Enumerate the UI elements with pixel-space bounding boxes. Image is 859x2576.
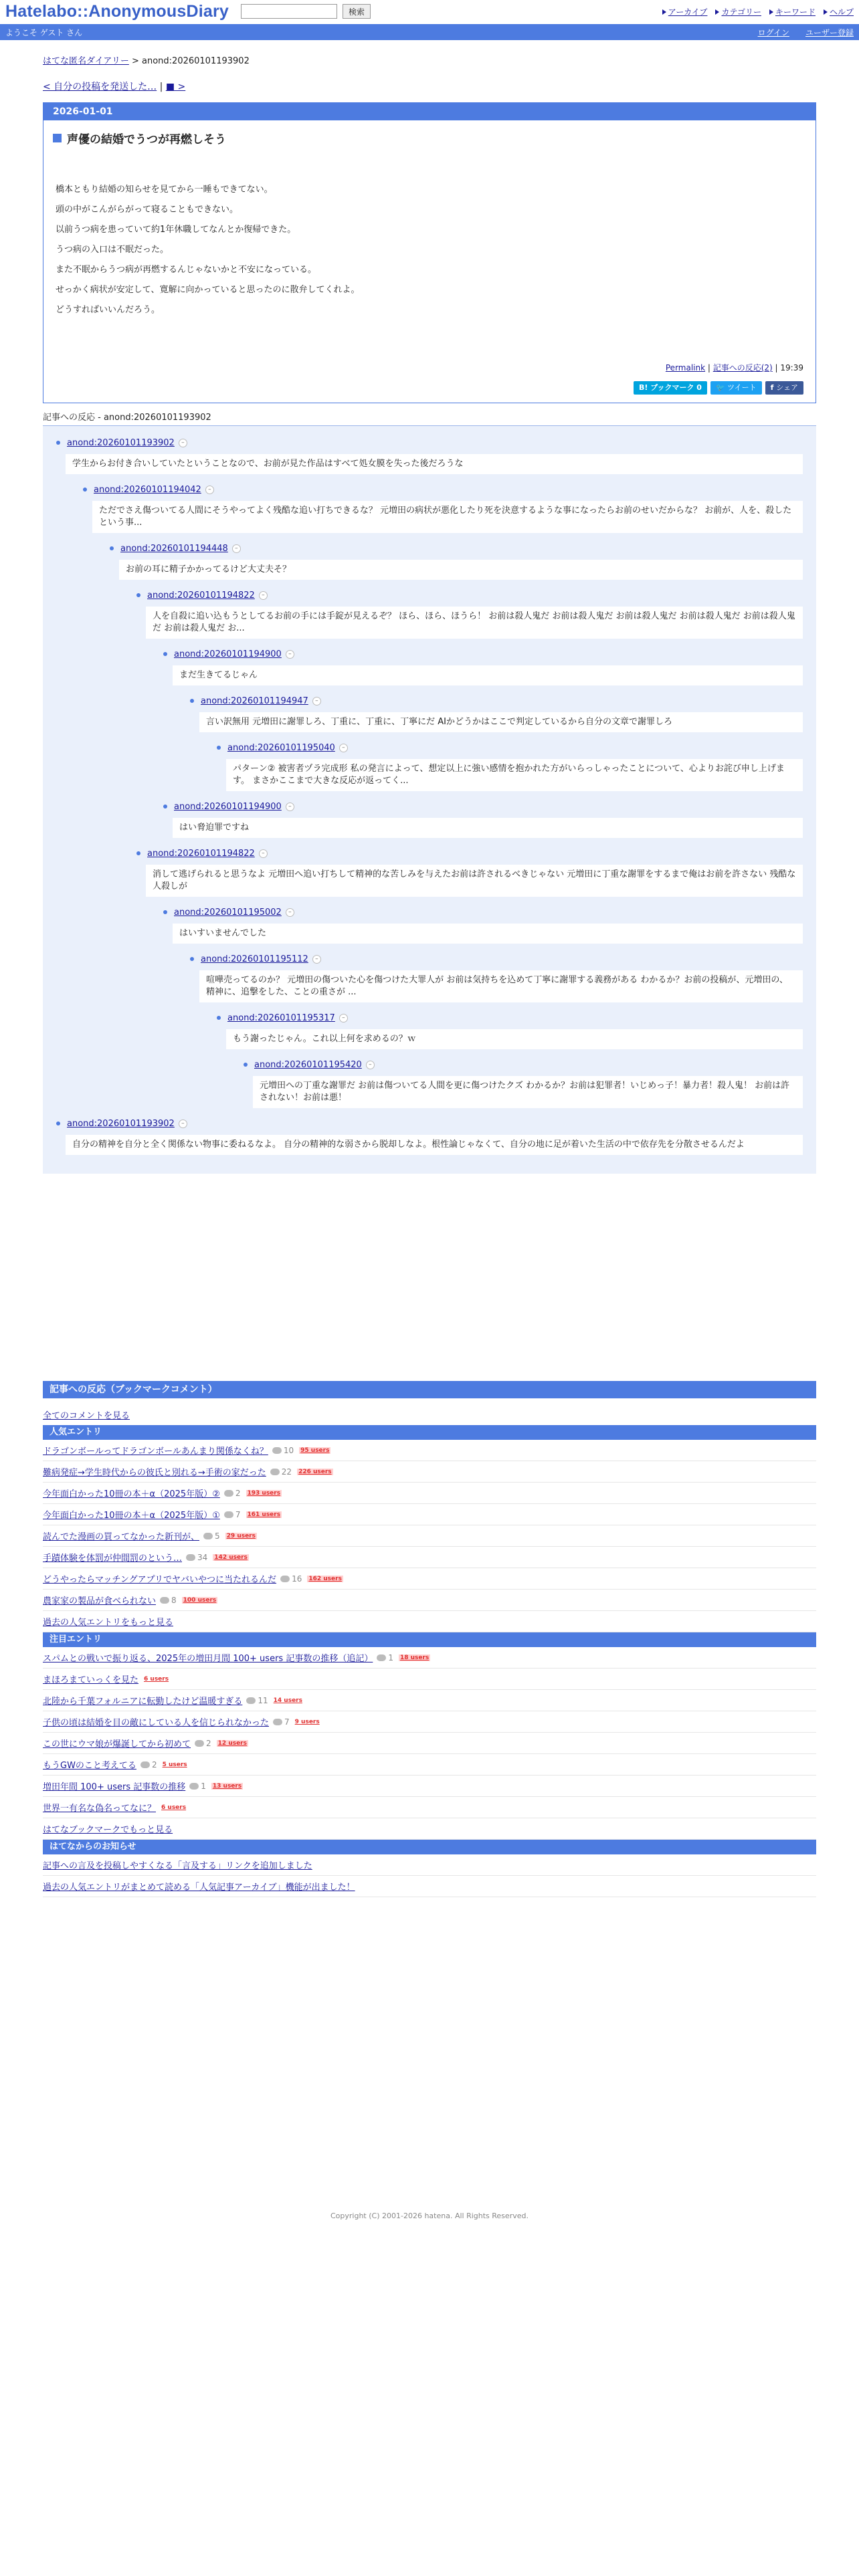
bullet-icon: [56, 441, 60, 445]
entry-line: 以前うつ病を患っていて約1年休職してなんとか復帰できた。: [56, 225, 296, 235]
nav-category[interactable]: [715, 6, 761, 17]
comment-count: [160, 1596, 177, 1605]
entry-time: 19:39: [780, 363, 803, 372]
bullet-icon: [136, 593, 140, 597]
reaction-node: [217, 742, 803, 791]
comment-bubble-icon: [272, 1447, 282, 1454]
next-entry-link[interactable]: ■ >: [165, 82, 186, 92]
site-logo[interactable]: Hatelabo::AnonymousDiary: [5, 1, 229, 21]
users-badge[interactable]: 13 users: [212, 1782, 242, 1790]
reaction-node: [136, 589, 803, 639]
entry-row: [43, 1440, 816, 1461]
comment-count-value: 5: [215, 1531, 220, 1541]
prev-entry-link[interactable]: < 自分の投稿を発送した…: [43, 82, 157, 92]
nav-archive-link[interactable]: アーカイブ: [668, 7, 708, 17]
bullet-icon: [190, 957, 194, 961]
reaction-link[interactable]: anond:20260101193902: [67, 1118, 175, 1129]
collapse-toggle-icon[interactable]: –: [286, 802, 294, 811]
entry-row: [43, 1568, 816, 1590]
entry-link[interactable]: 農家家の製品が食べられない: [43, 1596, 157, 1606]
breadcrumb-current: anond:20260101193902: [142, 56, 250, 66]
share-buttons: [43, 373, 816, 403]
bullet-icon: [56, 1121, 60, 1125]
users-badge[interactable]: 18 users: [399, 1654, 430, 1661]
comment-count-value: 11: [258, 1695, 268, 1705]
all-comments-row: [43, 1404, 816, 1425]
bullet-icon: [244, 1063, 248, 1067]
bullet-icon: [136, 851, 140, 855]
tweet-label: ツイート: [727, 383, 757, 392]
reaction-header: [244, 1059, 803, 1071]
reaction-header: [163, 800, 803, 813]
collapse-toggle-icon[interactable]: –: [205, 486, 214, 494]
comment-count-value: 34: [197, 1552, 208, 1562]
comment-bubble-icon: [377, 1654, 386, 1661]
entry-row: [43, 1776, 816, 1797]
reaction-link[interactable]: anond:20260101194947: [201, 695, 308, 706]
entry-link[interactable]: 増田年間 100+ users 記事数の推移: [43, 1782, 186, 1792]
reaction-node: [163, 906, 803, 944]
users-badge[interactable]: 5 users: [162, 1761, 187, 1768]
news-link[interactable]: 過去の人気エントリがまとめて読める「人気記事アーカイブ」機能が出ました！: [43, 1883, 355, 1893]
reaction-link[interactable]: anond:20260101194900: [174, 649, 282, 659]
entry-line: どうすればいいんだろう。: [56, 305, 161, 315]
attention-title: 注目エントリ: [43, 1632, 816, 1647]
entry-meta: Permalink | 記事への反応(2) | 19:39: [665, 363, 803, 372]
entry-link[interactable]: 今年面白かった10冊の本＋α（2025年版）②: [43, 1489, 220, 1499]
entry-row: [43, 1711, 816, 1733]
bullet-icon: [217, 1016, 221, 1020]
reaction-node: [56, 437, 803, 474]
reaction-body: 消して逃げられると思うなよ 元増田へ追い打ちして精神的な苦しみを与えたお前は許されるべきじゃない 元増田に丁重な謝罪をするまで俺はお前を許さない 残酷な人殺しが: [146, 865, 803, 897]
reaction-body: お前の耳に精子かかってるけど大丈夫そ？: [119, 560, 803, 580]
collapse-toggle-icon[interactable]: –: [286, 908, 294, 917]
main-content: [43, 53, 816, 1897]
reaction-node: [244, 1059, 803, 1108]
entry-line: うつ病の入口は不眠だった。: [56, 245, 169, 255]
bullet-icon: [163, 910, 167, 914]
comment-bubble-icon: [195, 1740, 204, 1747]
comment-bubble-icon: [140, 1761, 150, 1768]
reaction-node: [83, 484, 803, 533]
collapse-toggle-icon[interactable]: –: [366, 1061, 375, 1069]
top-header: [0, 0, 859, 23]
users-badge[interactable]: 226 users: [298, 1468, 332, 1475]
top-links: [662, 6, 854, 17]
reaction-node: [110, 542, 803, 580]
users-badge[interactable]: 6 users: [144, 1675, 169, 1683]
bookmark-section: [43, 1381, 816, 1897]
popular-title: 人気エントリ: [43, 1425, 816, 1440]
reaction-body: 学生からお付き合いしていたということなので、お前が見た作品はすべて処女膜を失った後だろうな: [66, 454, 803, 474]
users-badge[interactable]: 29 users: [226, 1532, 256, 1539]
entry-row: [43, 1797, 816, 1818]
users-badge[interactable]: 161 users: [247, 1511, 281, 1518]
entry-link[interactable]: もうGWのこと考えてる: [43, 1761, 136, 1771]
users-badge[interactable]: 162 users: [308, 1575, 342, 1582]
entry-row: [43, 1590, 816, 1611]
nav-help-link[interactable]: ヘルプ: [829, 7, 854, 17]
nav-help[interactable]: [824, 6, 854, 17]
entry-link[interactable]: ドラゴンボールってドラゴンボールあんまり関係なくね？: [43, 1446, 268, 1457]
entry-title-text: 声優の結婚でうつが再燃しそう: [67, 133, 226, 146]
collapse-toggle-icon[interactable]: –: [312, 697, 321, 706]
reaction-body: はいすいませんでした: [173, 924, 803, 944]
comment-bubble-icon: [280, 1576, 290, 1582]
collapse-toggle-icon[interactable]: –: [312, 955, 321, 964]
reaction-body: ただでさえ傷ついてる人間にそうやってよく残酷な追い打ちできるな？ 元増田の病状が悪化したり死を決意するような事になったらお前のせいだからな？ お前が、人を、殺したという事...: [92, 501, 803, 533]
entry-row: [43, 1547, 816, 1568]
share-label: シェア: [776, 383, 798, 392]
comment-count-value: 2: [151, 1759, 157, 1769]
reaction-node: [190, 695, 803, 732]
collapse-toggle-icon[interactable]: –: [179, 439, 187, 447]
reaction-link[interactable]: anond:20260101194822: [147, 848, 255, 859]
collapse-toggle-icon[interactable]: –: [179, 1119, 187, 1128]
reaction-header: [56, 437, 803, 449]
users-badge[interactable]: 9 users: [294, 1718, 320, 1725]
entry-link[interactable]: 世界一有名な偽名ってなに？: [43, 1804, 157, 1814]
comment-count: [189, 1782, 206, 1791]
entry-link[interactable]: 手蹟体験を体罰が仲間罰のという…: [43, 1553, 183, 1564]
reaction-link[interactable]: anond:20260101195112: [201, 954, 308, 964]
reactions-link[interactable]: 記事への反応(2): [712, 363, 773, 372]
users-badge[interactable]: 142 users: [214, 1553, 248, 1561]
comment-count-value: 1: [201, 1781, 206, 1791]
comment-count: [377, 1653, 393, 1662]
collapse-toggle-icon[interactable]: –: [232, 544, 241, 553]
reaction-body: パターン② 被害者ヅラ完成形 私の発言によって、想定以上に強い感情を抱かれた方がいらっしゃったことについて、心よりお詫び申し上げます。 まさかここまで大きな反応が返ってく...: [226, 759, 803, 791]
news-item: [43, 1876, 816, 1897]
entry-row: [43, 1461, 816, 1483]
comment-bubble-icon: [273, 1719, 282, 1725]
comment-count-value: 7: [235, 1509, 241, 1519]
triangle-icon: [715, 9, 719, 15]
tweet-button[interactable]: [710, 381, 762, 395]
entry-link[interactable]: 北陸から千葉フォルニアに転勤したけど温暖すぎる: [43, 1697, 243, 1707]
users-badge[interactable]: 100 users: [183, 1596, 217, 1604]
entry-row: [43, 1733, 816, 1754]
reaction-header: [110, 542, 803, 554]
reaction-link[interactable]: anond:20260101195317: [227, 1012, 335, 1023]
entry-line: 橋本ともり結婚の知らせを見てから一睡もできてない。: [56, 185, 273, 195]
nav-category-link[interactable]: カテゴリー: [721, 7, 761, 17]
breadcrumb-sep: >: [128, 56, 142, 66]
reaction-node: [56, 1117, 803, 1155]
comment-bubble-icon: [189, 1783, 199, 1790]
comment-bubble-icon: [224, 1490, 233, 1497]
reaction-body: 自分の精神を自分と全く関係ない物事に委ねるなよ。 自分の精神的な弱さから脱却しなよ。根性論じゃなくて、自分の地に足が着いた生活の中で依存先を分散させるんだよ: [66, 1135, 803, 1155]
comment-bubble-icon: [246, 1697, 256, 1704]
register-link[interactable]: ユーザー登録: [805, 27, 854, 37]
news-title: はてなからのお知らせ: [43, 1840, 816, 1854]
popular-more-row: [43, 1611, 816, 1632]
comment-bubble-icon: [186, 1554, 195, 1561]
reaction-header: [136, 847, 803, 859]
attention-more-row: [43, 1818, 816, 1840]
comment-count: [273, 1717, 290, 1727]
reaction-header: [190, 953, 803, 965]
login-link[interactable]: ログイン: [757, 27, 789, 37]
nav-keyword-link[interactable]: キーワード: [775, 7, 816, 17]
square-icon[interactable]: [53, 134, 62, 142]
entry-link[interactable]: 子供の頃は結婚を目の敵にしている人を信じられなかった: [43, 1718, 270, 1728]
bullet-icon: [217, 746, 221, 750]
reaction-header: [56, 1117, 803, 1130]
comment-count: [280, 1574, 302, 1584]
users-badge[interactable]: 193 users: [247, 1489, 281, 1497]
entry-row: [43, 1483, 816, 1504]
entry-row: [43, 1754, 816, 1776]
entry-row: [43, 1669, 816, 1690]
breadcrumb: [43, 53, 816, 66]
users-badge[interactable]: 12 users: [217, 1739, 247, 1747]
comment-count: [246, 1696, 268, 1705]
comment-count: [270, 1467, 292, 1477]
comment-count: [203, 1531, 220, 1541]
comment-count-value: 7: [284, 1717, 290, 1727]
reaction-body: まだ生きてるじゃん: [173, 665, 803, 685]
comment-count-value: 1: [388, 1652, 393, 1662]
reaction-body: 言い訳無用 元増田に謝罪しろ、丁重に、丁重に、丁寧にだ AIかどうかはここで判定しているから自分の文章で謝罪しろ: [199, 712, 803, 732]
collapse-toggle-icon[interactable]: –: [259, 591, 268, 600]
reaction-body: 元増田への丁重な謝罪だ お前は傷ついてる人間を更に傷つけたクズ わかるか？お前は犯罪者！いじめっ子！暴力者！殺人鬼！ お前は許されない！お前は悪！: [253, 1076, 803, 1108]
reaction-header: [163, 906, 803, 918]
triangle-icon: [769, 9, 773, 15]
reaction-header: [163, 648, 803, 660]
bullet-icon: [110, 546, 114, 550]
facebook-icon: f: [770, 383, 777, 392]
collapse-toggle-icon[interactable]: –: [286, 650, 294, 659]
comment-count: [140, 1760, 157, 1769]
entry-row: [43, 1647, 816, 1669]
popular-more-link[interactable]: 過去の人気エントリをもっと見る: [43, 1618, 174, 1628]
comment-count: [224, 1489, 241, 1498]
entry-link[interactable]: まほろまていっくを見た: [43, 1675, 139, 1685]
reaction-body: もう謝ったじゃん。これ以上何を求めるの？ｗ: [226, 1029, 803, 1049]
entry-line: せっかく病状が安定して、寛解に向かっていると思ったのに散弁してくれよ。: [56, 285, 360, 295]
popular-list: [43, 1440, 816, 1611]
user-bar: [0, 24, 859, 40]
all-comments-link[interactable]: 全てのコメントを見る: [43, 1410, 130, 1421]
search-button[interactable]: 検索: [343, 4, 371, 19]
bullet-icon: [163, 652, 167, 656]
triangle-icon: [662, 9, 666, 15]
comment-count-value: 16: [292, 1574, 302, 1584]
collapse-toggle-icon[interactable]: –: [339, 1014, 348, 1023]
bookmark-button[interactable]: B! ブックマーク 0: [634, 381, 707, 395]
welcome-text: ようこそ ゲスト さん: [5, 27, 83, 37]
reaction-link[interactable]: anond:20260101194900: [174, 801, 282, 812]
news-item: [43, 1854, 816, 1876]
reaction-header: [136, 589, 803, 601]
reaction-link[interactable]: anond:20260101194042: [94, 484, 201, 495]
reaction-body: 喧嘩売ってるのか？ 元増田の傷ついた心を傷つけた大罪人が お前は気持ちを込めて丁寧に謝罪する義務がある わかるか？お前の投稿が、元増田の、精神に、追撃をした、ことの重さが ...: [199, 970, 803, 1002]
comment-count: [272, 1446, 294, 1455]
comment-bubble-icon: [224, 1511, 233, 1518]
collapse-toggle-icon[interactable]: –: [259, 849, 268, 858]
breadcrumb-home[interactable]: はてな匿名ダイアリー: [43, 56, 129, 66]
entry-row: [43, 1690, 816, 1711]
reaction-header: [217, 742, 803, 754]
comment-count: [195, 1739, 211, 1748]
entry-date: 2026-01-01: [43, 103, 816, 120]
entry-title: [43, 130, 816, 146]
comment-count-value: 2: [235, 1488, 241, 1498]
entry-link[interactable]: 読んでた漫画の買ってなかった新刊が、: [43, 1532, 200, 1542]
reaction-link[interactable]: anond:20260101195040: [227, 742, 335, 753]
reaction-node: [136, 847, 803, 897]
reaction-header: [83, 484, 803, 496]
users-badge[interactable]: 14 users: [273, 1697, 302, 1704]
comment-bubble-icon: [270, 1469, 280, 1475]
news-link[interactable]: 記事への言及を投稿しやすくなる「言及する」リンクを追加しました: [43, 1861, 312, 1871]
reaction-body: はい脅迫罪ですね: [173, 818, 803, 838]
comment-count-value: 2: [206, 1738, 211, 1748]
entry-row: [43, 1504, 816, 1525]
comment-bubble-icon: [203, 1533, 213, 1539]
bookmark-section-title: 記事への反応（ブックマークコメント）: [43, 1381, 816, 1398]
entry-link[interactable]: スパムとの戦いで振り返る、2025年の増田月間 100+ users 記事数の推移（追記）: [43, 1654, 373, 1664]
reactions-label: 記事への反応 - anond:20260101193902: [43, 413, 211, 423]
entry-row: [43, 1525, 816, 1547]
reaction-link[interactable]: anond:20260101195420: [254, 1059, 362, 1070]
bullet-icon: [163, 804, 167, 809]
footer-copyright: Copyright (C) 2001-2026 hatena. All Rights Reserved.: [330, 2212, 529, 2220]
reaction-node: [163, 648, 803, 685]
pager: [43, 80, 816, 93]
reaction-node: [190, 953, 803, 1002]
nav-archive[interactable]: [662, 6, 708, 17]
comment-count-value: 10: [283, 1445, 294, 1455]
entry-link[interactable]: この世にウマ娘が爆誕してから初めて: [43, 1739, 191, 1749]
permalink[interactable]: Permalink: [665, 363, 706, 372]
users-badge[interactable]: 6 users: [161, 1804, 187, 1811]
attention-more-link[interactable]: はてなブックマークでもっと見る: [43, 1825, 173, 1835]
comment-count: [224, 1510, 241, 1519]
entry-link[interactable]: どうやったらマッチングアプリでヤバいやつに当たれるんだ: [43, 1575, 277, 1585]
reaction-tree: [43, 425, 816, 1174]
reaction-node: [217, 1012, 803, 1049]
reaction-node: [163, 800, 803, 838]
pager-sep: |: [157, 82, 166, 92]
entry-line: また不眠からうつ病が再燃するんじゃないかと不安になっている。: [56, 265, 317, 275]
reaction-link[interactable]: anond:20260101194448: [120, 543, 228, 554]
comment-count: [186, 1553, 207, 1562]
users-badge[interactable]: 95 users: [300, 1446, 330, 1454]
attention-list: [43, 1647, 816, 1818]
reaction-link[interactable]: anond:20260101195002: [174, 907, 282, 918]
reaction-link[interactable]: anond:20260101193902: [67, 437, 175, 448]
entry-link[interactable]: 難病発症→学生時代からの彼氏と別れる→手術の家だった: [43, 1468, 266, 1478]
comment-count-value: 22: [281, 1467, 292, 1477]
entry-body: [43, 180, 816, 320]
entry-link[interactable]: 今年面白かった10冊の本＋α（2025年版）①: [43, 1511, 220, 1521]
entry: [43, 102, 816, 403]
reaction-header: [190, 695, 803, 707]
bird-icon: 🐦: [715, 383, 728, 392]
comment-count-value: 8: [171, 1595, 177, 1605]
triangle-icon: [824, 9, 828, 15]
search-input[interactable]: [241, 4, 337, 19]
facebook-share-button[interactable]: [765, 381, 803, 395]
reaction-link[interactable]: anond:20260101194822: [147, 590, 255, 601]
reaction-body: 人を自殺に追い込もうとしてるお前の手には手錠が見えるぞ？ ほら、ほら、ほうら！ お前は殺人鬼だ お前は殺人鬼だ お前は殺人鬼だ お前は殺人鬼だ お前は殺人鬼だ お前は殺人鬼だ お...: [146, 607, 803, 639]
collapse-toggle-icon[interactable]: –: [339, 744, 348, 752]
entry-line: 頭の中がこんがらがって寝ることもできない。: [56, 205, 239, 215]
comment-bubble-icon: [160, 1597, 169, 1604]
bullet-icon: [83, 488, 87, 492]
nav-keyword[interactable]: [769, 6, 816, 17]
reaction-header: [217, 1012, 803, 1024]
bullet-icon: [190, 699, 194, 703]
